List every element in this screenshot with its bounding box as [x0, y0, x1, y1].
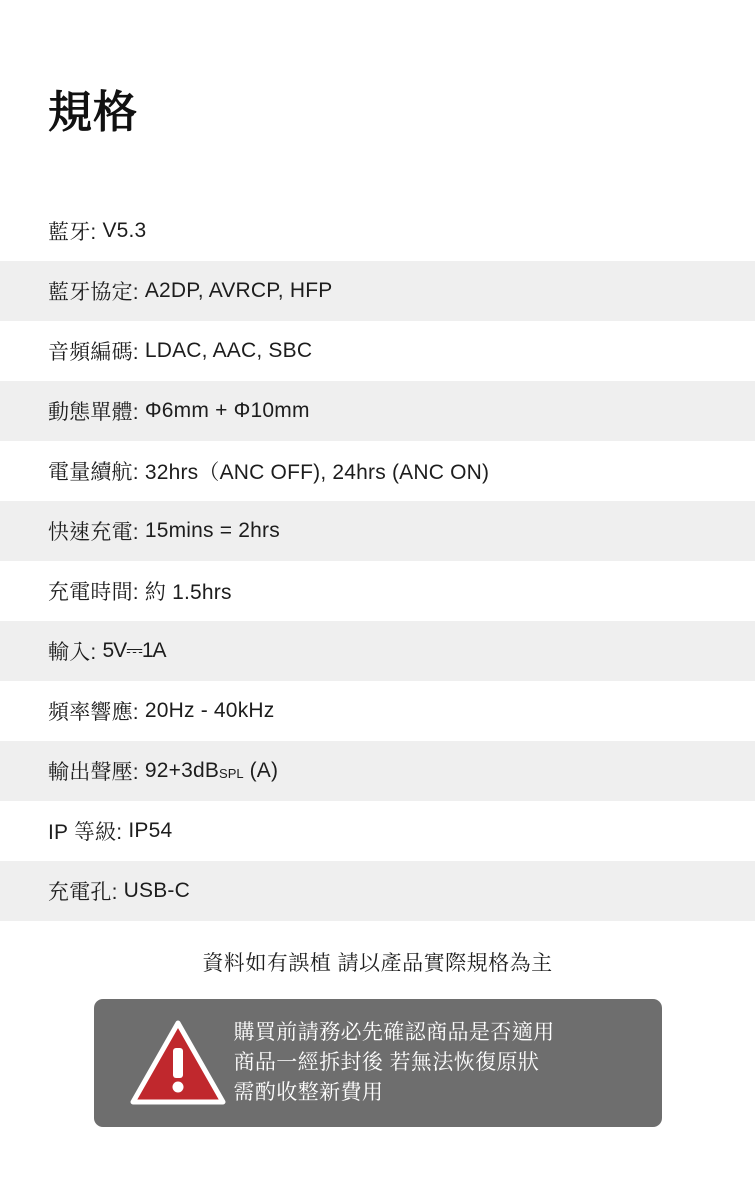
- spec-label: 充電時間:: [48, 580, 139, 604]
- spec-label: 藍牙:: [48, 220, 97, 244]
- spec-value-suffix: (A): [249, 758, 279, 782]
- spec-value: V5.3: [102, 218, 147, 242]
- table-row: [0, 441, 755, 501]
- page-title: 規格: [48, 88, 138, 137]
- spec-value: LDAC, AAC, SBC: [144, 338, 313, 362]
- spec-value: Φ6mm + Φ10mm: [144, 398, 310, 422]
- spec-value: IP54: [128, 818, 173, 842]
- spec-value: 15mins = 2hrs: [144, 518, 280, 542]
- spec-label: 快速充電:: [48, 520, 139, 544]
- table-row: [0, 381, 755, 441]
- table-row: [0, 861, 755, 921]
- table-row: [0, 201, 755, 261]
- table-row: [0, 261, 755, 321]
- spec-label: IP 等級:: [48, 820, 123, 844]
- spec-label: 充電孔:: [48, 880, 118, 904]
- spec-value: USB-C: [123, 878, 190, 902]
- spec-value: 92+3dB: [144, 758, 220, 782]
- spec-value-subscript: SPL: [219, 766, 244, 782]
- spec-value: 約 1.5hrs: [144, 580, 232, 604]
- table-row: [0, 681, 755, 741]
- spec-table: [0, 201, 755, 921]
- table-row: [0, 561, 755, 621]
- warning-line-1: 購買前請務必先確認商品是否適用: [233, 1020, 555, 1044]
- table-row: [0, 741, 755, 801]
- spec-label: 頻率響應:: [48, 700, 139, 724]
- spec-label: 動態單體:: [48, 400, 139, 424]
- warning-text: [234, 1018, 555, 1107]
- spec-label: 輸入:: [48, 640, 97, 664]
- spec-value: 5V⎓1A: [102, 638, 166, 662]
- warning-line-3: 需酌收整新費用: [233, 1080, 384, 1104]
- spec-value: 20Hz - 40kHz: [144, 698, 275, 722]
- spec-label: 輸出聲壓:: [48, 760, 139, 784]
- table-row: [0, 801, 755, 861]
- table-row: [0, 321, 755, 381]
- table-row: [0, 621, 755, 681]
- spec-label: 藍牙協定:: [48, 280, 139, 304]
- spec-label: 電量續航:: [48, 460, 139, 484]
- warning-line-2: 商品一經拆封後 若無法恢復原狀: [233, 1050, 540, 1074]
- table-row: [0, 501, 755, 561]
- warning-banner: [94, 999, 662, 1127]
- spec-value: 32hrs（ANC OFF), 24hrs (ANC ON): [144, 460, 490, 484]
- warning-triangle-icon: [122, 1020, 234, 1106]
- footnote: 資料如有誤植 請以產品實際規格為主: [202, 951, 553, 975]
- spec-label: 音頻編碼:: [48, 340, 139, 364]
- spec-value: A2DP, AVRCP, HFP: [144, 278, 333, 302]
